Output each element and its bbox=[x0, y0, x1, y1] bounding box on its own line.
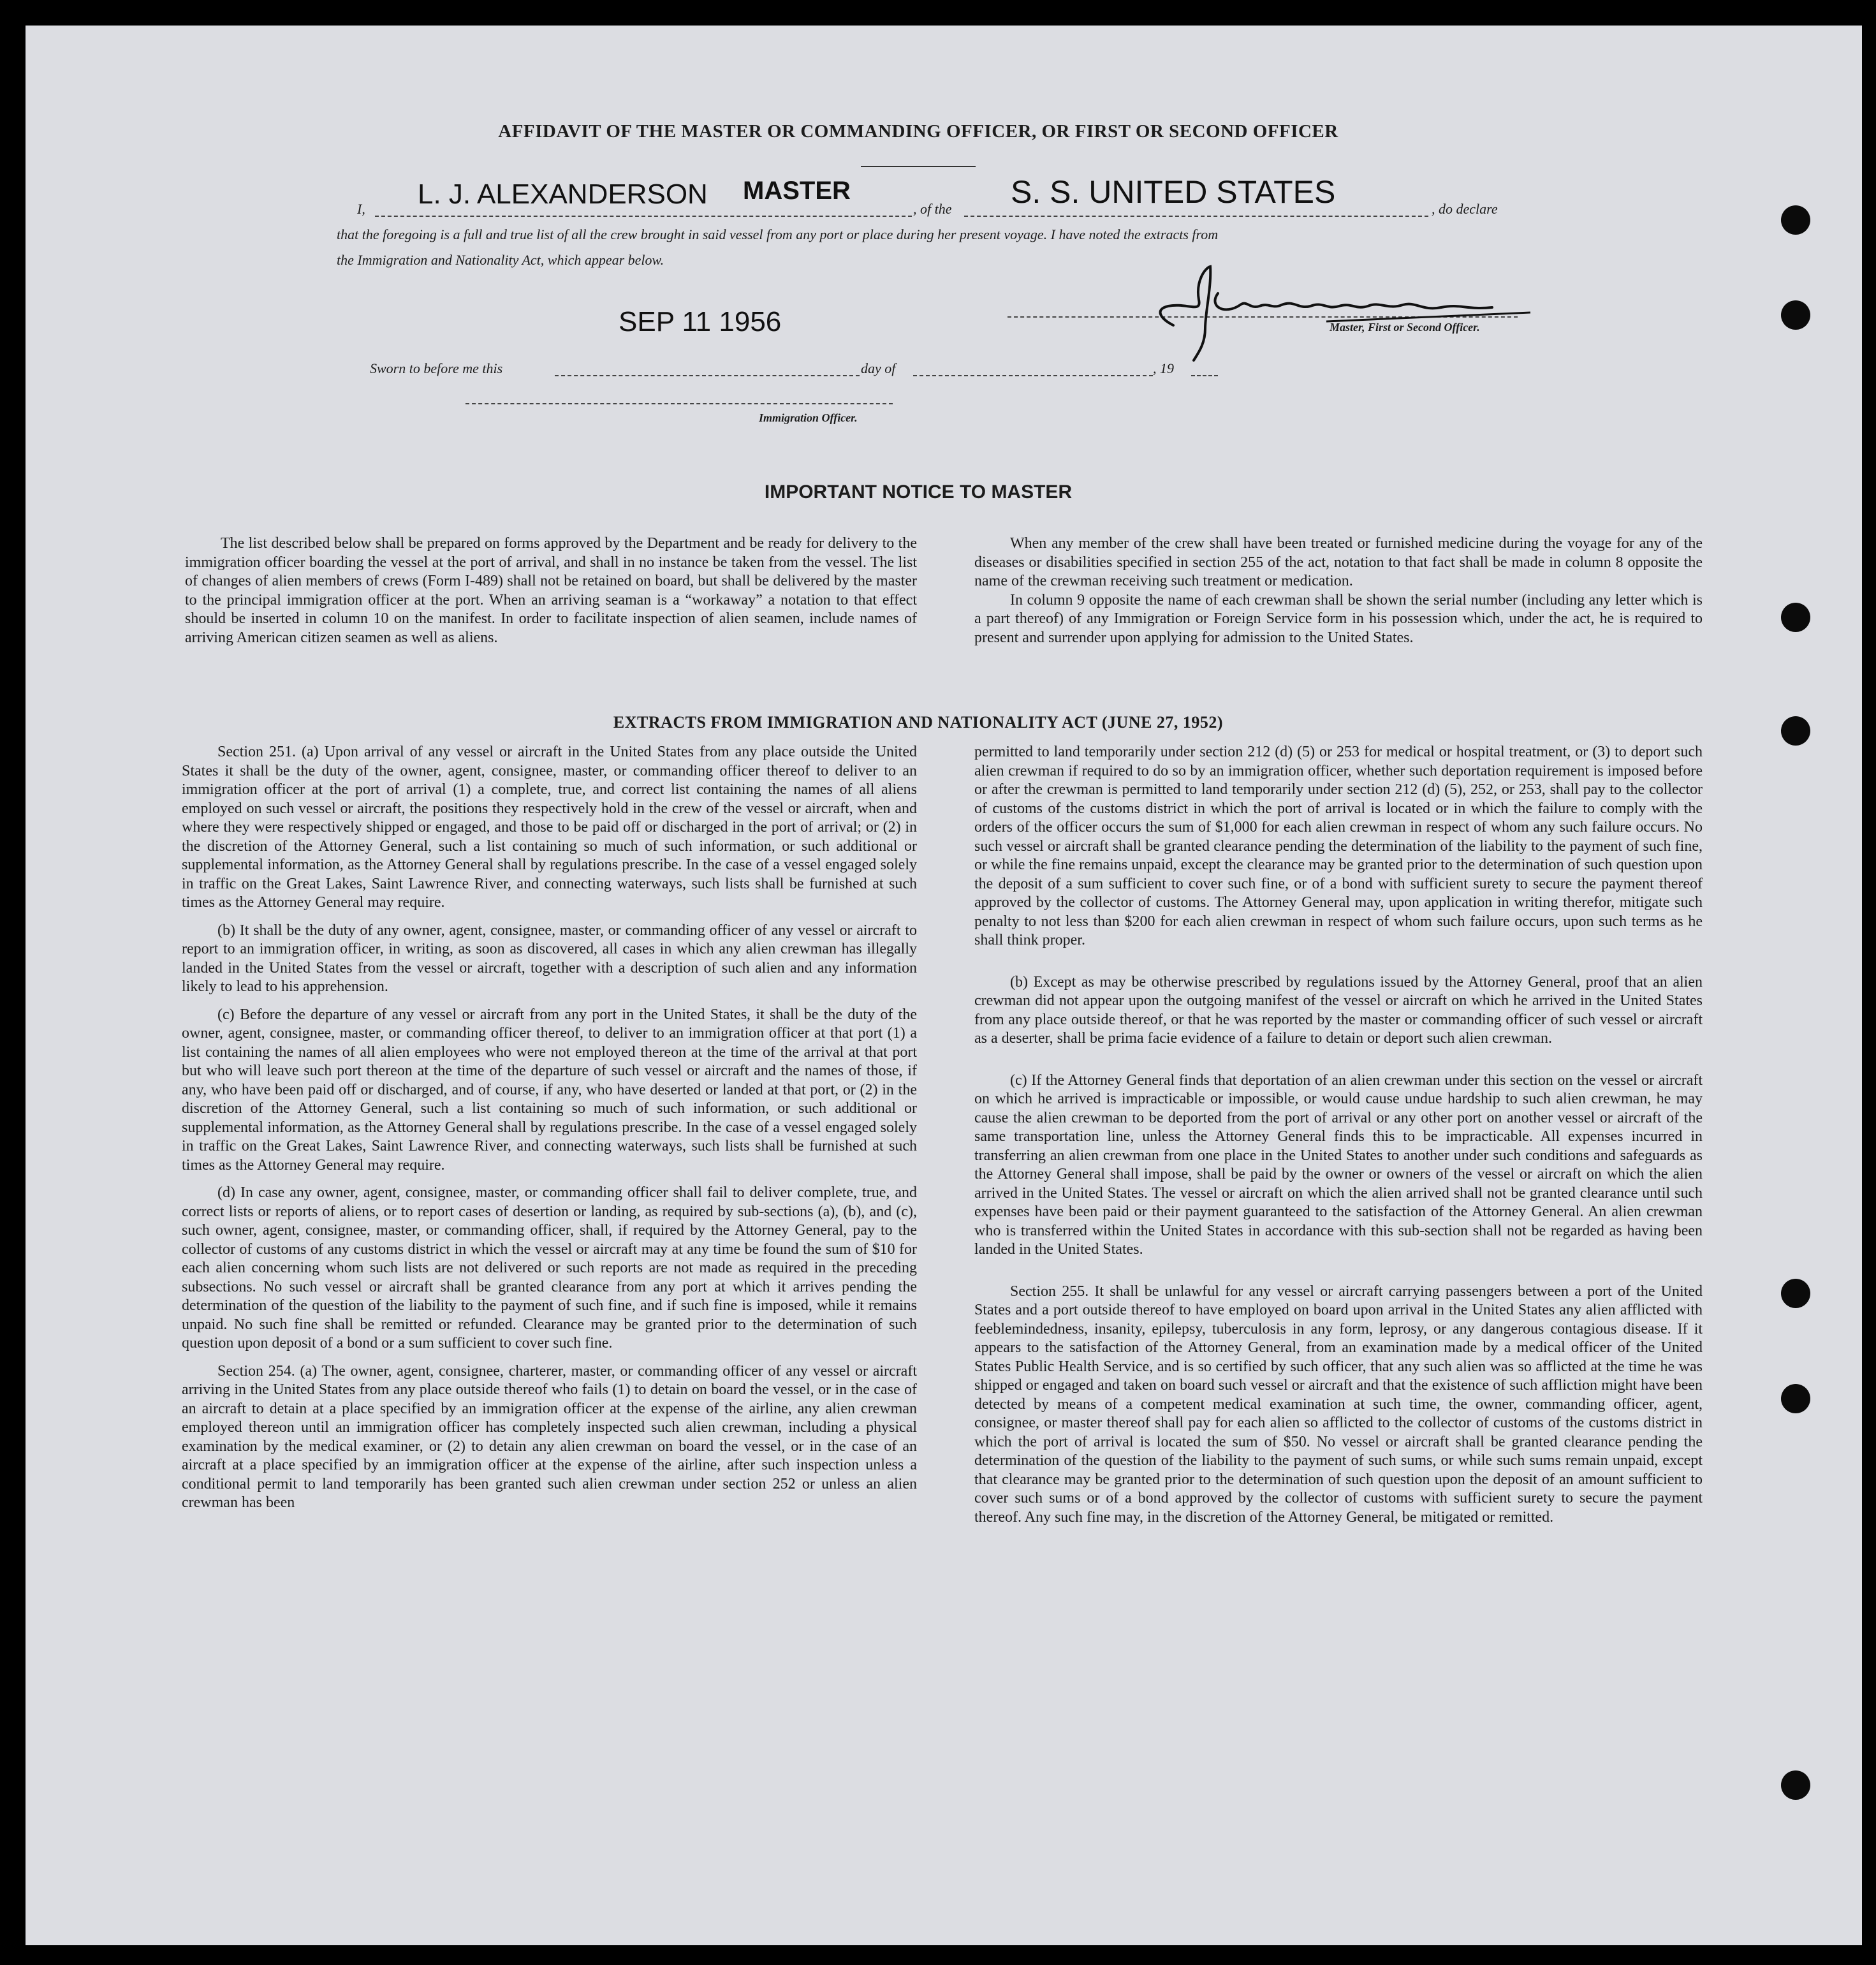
name-line bbox=[375, 216, 912, 217]
extracts-title: EXTRACTS FROM IMMIGRATION AND NATIONALITY ACT (JUNE 27, 1952) bbox=[613, 713, 1224, 732]
officer-signature-line bbox=[465, 403, 893, 404]
document-page bbox=[26, 26, 1862, 1945]
vessel-name: S. S. UNITED STATES bbox=[1011, 174, 1336, 210]
section-255: Section 255. It shall be unlawful for any vessel or aircraft carrying passengers between a port of the United States and a port outside thereof to have employed on board upon arrival in the United States any alien afflicted with feeblemindedness, insanity, epilepsy, tuberculosis in any form, leprosy, or any dangerous contagious disease. If it appears to the satisfaction of the Attorney General, from an examination made by a medical officer of the United States Public Health Service, and is so certified by such officer, that any such alien was so afflicted at the time he was shipped or engaged and taken on board such vessel or aircraft and that the existence of such affliction might have been detected by means of a competent medical examination at such time, the owner, commanding officer, agent, consignee, or master thereof shall pay for each alien so afflicted to the collector of customs of the customs district in which the port of arrival is located the sum of $50. No vessel or aircraft shall be granted clearance pending the determination of the question of the liability to the payment of such sums, or while such sums remain unpaid, except that clearance may be granted prior to the determination of such question upon the deposit of an amount sufficient to cover such sums or of a bond approved by the collector of customs with sufficient surety to secure the payment thereof. Any such fine may, in the discretion of the Attorney General, be mitigated or remitted. bbox=[974, 1283, 1703, 1526]
punch-hole-6 bbox=[1781, 1384, 1810, 1413]
punch-hole-4 bbox=[1781, 716, 1810, 746]
sworn-label: Sworn to before me this bbox=[370, 360, 503, 376]
extracts-right-column bbox=[974, 743, 1703, 1536]
year-label: , 19 bbox=[1153, 360, 1174, 376]
do-declare-label: , do declare bbox=[1432, 201, 1498, 217]
sworn-date-line bbox=[555, 375, 860, 376]
notice-left-column bbox=[185, 534, 917, 656]
punch-hole-7 bbox=[1781, 1770, 1810, 1800]
section-251-d: (d) In case any owner, agent, consignee, master, or commanding officer shall fail to deliver complete, true, and correct lists or reports of aliens, or to report cases of desertion or landing, as required by sub-sections (a), (b), and (c), such owner, agent, consignee, master, or commanding officer, shall, if required by the Attorney General, pay to the collector of customs of any customs district in which the vessel or aircraft may at any time be found the sum of $10 for each alien concerning whom such lists are not delivered or such reports are not made as required in the preceding subsections. No such vessel or aircraft shall be granted clearance from any port at which it arrives pending the determination of the question of the liability to the payment of such fine, and if such fine is imposed, while it remains unpaid. No such fine shall be remitted or refunded. Clearance may be granted prior to the determination of such question upon deposit of a bond or a sum sufficient to cover such fine. bbox=[182, 1184, 917, 1351]
punch-hole-2 bbox=[1781, 300, 1810, 330]
notice-right-column bbox=[974, 534, 1703, 656]
date-stamp: SEP 11 1956 bbox=[619, 306, 782, 337]
i-label: I, bbox=[357, 201, 365, 217]
punch-hole-5 bbox=[1781, 1279, 1810, 1308]
of-the-label: , of the bbox=[913, 201, 952, 217]
extracts-left-column bbox=[182, 743, 917, 1522]
notice-right-paragraph-2: In column 9 opposite the name of each crewman shall be shown the serial number (including any letter which is a part thereof) of any Immigration or Foreign Service form in his possession which, under the act, he is required to present and surrender upon applying for admission to the United States. bbox=[974, 591, 1703, 646]
declaration-line-1: that the foregoing is a full and true list of all the crew brought in said vessel from any port or place during her present voyage. I have noted the extracts from bbox=[337, 226, 1219, 242]
section-251-a: Section 251. (a) Upon arrival of any vessel or aircraft in the United States from any place outside the United States it shall be the duty of the owner, agent, consignee, master, or commanding officer thereof to deliver to an immigration officer at the port of arrival (1) a complete, true, and correct list containing the names of all aliens employed on such vessel or aircraft, the positions they respectively hold in the crew of the vessel or aircraft, when and where they were respectively shipped or engaged, and those to be paid off or discharged in the port of arrival; or (2) in the discretion of the Attorney General, such a list containing so much of such information, or such additional or supplemental information, as the Attorney General shall by regulations prescribe. In the case of a vessel engaged solely in traffic on the Great Lakes, Saint Lawrence River, and connecting waterways, such lists shall be furnished at such times as the Attorney General may require. bbox=[182, 744, 917, 911]
section-251-b: (b) It shall be the duty of any owner, agent, consignee, master, or commanding officer of any vessel or aircraft to report to an immigration officer, in writing, as soon as discovered, all cases in which any alien crewman has illegally landed in the United States from the vessel or aircraft, together with a description of such alien and any information likely to lead to his apprehension. bbox=[182, 922, 917, 995]
vessel-line bbox=[964, 216, 1428, 217]
master-rank: MASTER bbox=[743, 177, 851, 205]
master-signature bbox=[1135, 255, 1543, 370]
section-254-a: Section 254. (a) The owner, agent, consignee, charterer, master, or commanding officer of any vessel or aircraft arriving in the United States from any place outside thereof who fails (1) to detain on board the vessel, or in the case of an aircraft to detain at a place specified by an immigration officer at the expense of the airline, any alien crewman employed thereon until an immigration officer has completely inspected such alien crewman, including a physical examination by the medical examiner, or (2) to detain any alien crewman on board the vessel, or in the case of an aircraft at a place specified by an immigration officer at the expense of the airline, after such inspection unless a conditional permit to land temporarily has been granted such alien crewman under section 252 or unless an alien crewman has been bbox=[182, 1362, 917, 1511]
section-251-c: (c) Before the departure of any vessel or aircraft from any port in the United States, it shall be the duty of the owner, agent, consignee, master, or commanding officer thereof, to deliver to an immigration officer at that port (1) a list containing the names of all alien employees who were not employed thereon at the time of the arrival at that port but who will leave such port thereon at the time of the departure of such vessel or aircraft and the names of those, if any, who have been paid off or discharged, and of course, if any, who have deserted or landed at that port, or (2) in the discretion of the Attorney General, such a list containing so much of such information, or such additional or supplemental information, as the Attorney General shall by regulations prescribe. In the case of a vessel engaged solely in traffic on the Great Lakes, Saint Lawrence River, and connecting waterways, such lists shall be furnished at such times as the Attorney General may require. bbox=[182, 1006, 917, 1174]
year-line bbox=[1191, 375, 1218, 376]
punch-hole-1 bbox=[1781, 205, 1810, 235]
notice-right-paragraph-1: When any member of the crew shall have been treated or furnished medicine during the voyage for any of the diseases or disabilities specified in section 255 of the act, notation to that fact shall be made in column 8 opposite the name of the crewman receiving such treatment or medication. bbox=[974, 535, 1703, 589]
master-name: L. J. ALEXANDERSON bbox=[418, 179, 708, 210]
section-254-c: (c) If the Attorney General finds that deportation of an alien crewman under this section on the vessel or aircraft on which he arrived is impracticable or impossible, or would cause undue hardship to such alien crewman, he may cause the alien crewman to be deported from the port of arrival or any other port on another vessel or aircraft of the same transportation line, unless the Attorney General finds this to be impracticable. All expenses incurred in transferring an alien crewman from one place in the United States to another under such conditions and safeguards as the Attorney General shall impose, shall be paid by the owner or owners of the vessel or aircraft on which the alien arrived in the United States. The vessel or aircraft on which the alien arrived shall not be granted clearance until such expenses have been paid or their payment guaranteed to the satisfaction of the Attorney General. An alien crewman who is transferred within the United States in accordance with this sub-section shall not be regarded as having been landed in the United States. bbox=[974, 1071, 1703, 1258]
officer-caption: Immigration Officer. bbox=[759, 411, 858, 424]
section-254-a-continued: permitted to land temporarily under section 212 (d) (5) or 253 for medical or hospital treatment, or (3) to deport such alien crewman if required to do so by an immigration officer, whether such deportation requirement is imposed before or after the crewman is permitted to land temporarily under section 212 (d) (5), 252, or 253, shall pay to the collector of customs of the customs district in which the port of arrival is located or in which the failure to comply with the orders of the officer occurs the sum of $1,000 for each alien crewman in respect of whom any such failure occurs. No such vessel or aircraft shall be granted clearance pending the determination of the liability to the payment of such fine, or while the fine remains unpaid, except the clearance may be granted prior to the determination of such question upon the deposit of a sum sufficient to cover such fine, or of a bond with sufficient surety to secure the payment thereof approved by the collector of customs. The Attorney General may, upon application in writing therefor, mitigate such penalty to not less than $200 for each alien crewman in respect of whom such failure occurs, upon such terms as he shall think proper. bbox=[974, 744, 1703, 948]
declaration-line-2: the Immigration and Nationality Act, which appear below. bbox=[337, 252, 664, 268]
notice-title: IMPORTANT NOTICE TO MASTER bbox=[764, 482, 1073, 503]
notice-left-paragraph: The list described below shall be prepared on forms approved by the Department and be ready for delivery to the immigration officer boarding the vessel at the port of arrival, and shall in no instance be taken from the vessel. The list of changes of alien members of crews (Form I-489) shall not be retained on board, but shall be delivered by the master to the principal immigration officer at the port. When an arriving seaman is a “workaway” a notation to that effect should be inserted in column 10 on the manifest. In order to facilitate inspection of alien seamen, include names of arriving American citizen seamen as well as aliens. bbox=[185, 535, 917, 646]
title-rule bbox=[861, 166, 976, 167]
day-of-label: day of bbox=[861, 360, 896, 376]
section-254-b: (b) Except as may be otherwise prescribed by regulations issued by the Attorney General, proof that an alien crewman did not appear upon the outgoing manifest of the vessel or aircraft on which he arrived in the United States from any place outside thereof, or that he was reported by the master or commanding officer of such vessel or aircraft as a deserter, shall be prima facie evidence of a failure to detain or deport such alien crewman. bbox=[974, 973, 1703, 1047]
punch-hole-3 bbox=[1781, 603, 1810, 632]
affidavit-title: AFFIDAVIT OF THE MASTER OR COMMANDING OFFICER, OR FIRST OR SECOND OFFICER bbox=[498, 121, 1338, 142]
signature-caption: Master, First or Second Officer. bbox=[1330, 321, 1480, 334]
month-line bbox=[913, 375, 1153, 376]
